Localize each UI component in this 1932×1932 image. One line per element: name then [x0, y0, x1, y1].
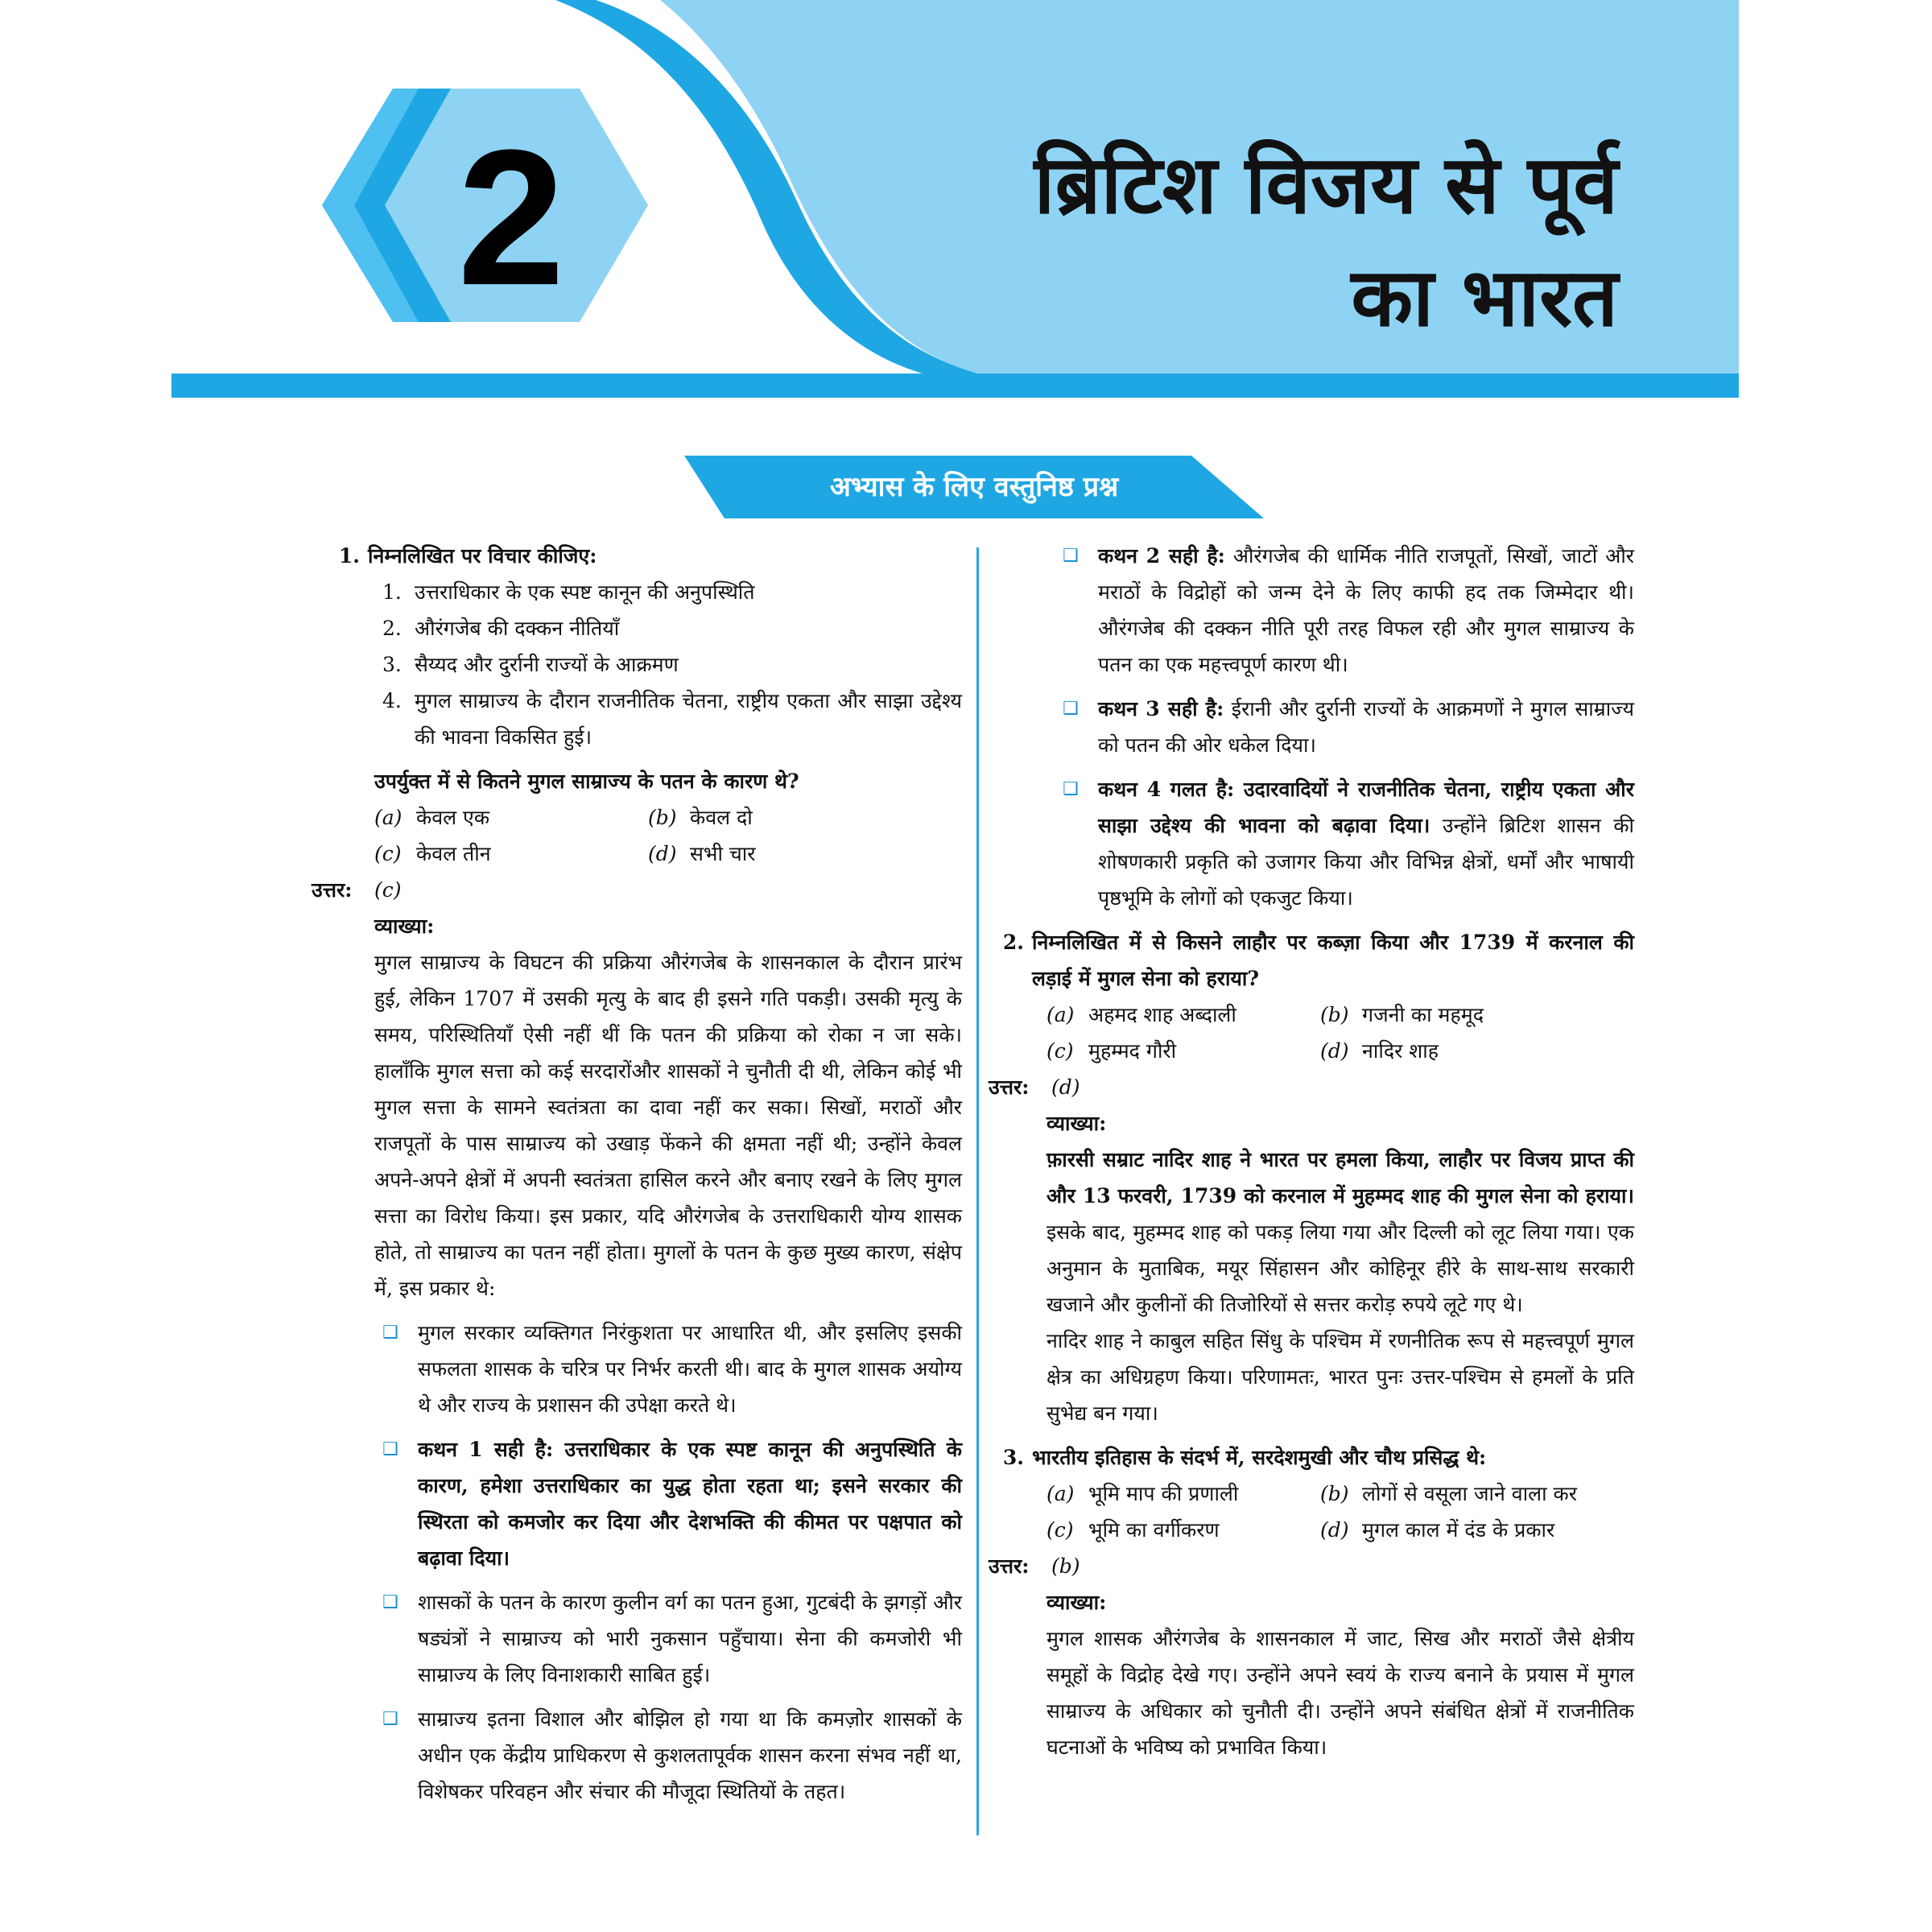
chapter-header-graphic — [0, 0, 1932, 419]
question-text: भारतीय इतिहास के संदर्भ में, सरदेशमुखी और चौथ प्रसिद्ध थे: — [1032, 1446, 1487, 1469]
bullet-item — [318, 1584, 962, 1693]
answer-label: उत्तर: — [989, 1554, 1030, 1578]
bullet-rest: ईरानी और दुर्रानी राज्यों के आक्रमणों ने मुगल साम्राज्य को पतन की ओर धकेल दिया। — [1098, 697, 1634, 757]
bullet-bold-lead: कथन 2 सही है: — [1098, 544, 1225, 568]
option-label: (d) — [648, 842, 677, 865]
options-grid — [318, 799, 962, 872]
question-ask: उपर्युक्त में से कितने मुगल साम्राज्य के पतन के कारण थे? — [374, 770, 799, 793]
question-text: निम्नलिखित पर विचार कीजिए: — [368, 544, 597, 568]
right-column — [989, 538, 1634, 1765]
explanation-rest: इसके बाद, मुहम्मद शाह को पकड़ लिया गया और दिल्ली को लूट लिया गया। एक अनुमान के मुताबिक, मयूर सिंहासन और कोहिनूर हीरे के साथ-साथ सरकारी खजाने और कुलीनों की तिजोरियों से सत्तर करोड़ रुपये लूटे गए थे। — [1046, 1220, 1634, 1316]
option-label: (d) — [1320, 1518, 1349, 1542]
answer-value: (c) — [374, 878, 402, 902]
checkbox-square-icon: ❑ — [382, 1592, 398, 1612]
explanation-label: व्याख्या: — [1046, 1112, 1107, 1135]
column-divider — [976, 547, 979, 1835]
answer-label: उत्तर: — [989, 1075, 1030, 1099]
option-label: (a) — [1046, 1003, 1075, 1026]
question-number: 1. — [338, 544, 360, 568]
chapter-number: 2 — [457, 109, 565, 325]
bullet-bold-lead: कथन 4 गलत है: उदारवादियों ने राजनीतिक चेतना, राष्ट्रीय एकता और साझा उद्देश्य की भावना को बढ़ावा दिया। — [1098, 778, 1634, 837]
option-label: (c) — [374, 842, 402, 865]
answer-value: (b) — [1051, 1554, 1080, 1578]
bullet-item — [318, 1701, 962, 1810]
option-label: (a) — [374, 806, 402, 829]
option-label: (b) — [648, 806, 677, 829]
explanation-bold-lead: फ़ारसी सम्राट नादिर शाह ने भारत पर हमला किया, लाहौर पर विजय प्राप्त की और 13 फरवरी, 1739 को करनाल में मुहम्मद शाह की मुगल सेना को हराया। — [1046, 1148, 1634, 1208]
question-number: 2. — [1002, 931, 1024, 954]
statement-number: 1. — [382, 580, 402, 604]
bullet-text — [1098, 538, 1634, 683]
option-label: (c) — [1046, 1518, 1074, 1542]
bullet-rest: उन्होंने ब्रिटिश शासन की शोषणकारी प्रकृति को उजागर किया और विभिन्न क्षेत्रों, धर्मों और भाषायी पृष्ठभूमि के लोगों को एकजुट किया। — [1098, 814, 1634, 910]
option-text: मुगल काल में दंड के प्रकार — [1362, 1518, 1555, 1542]
bullet-text-bold: कथन 1 सही है: उत्तराधिकार के एक स्पष्ट कानून की अनुपस्थिति के कारण, हमेशा उत्तराधिकार का युद्ध होता रहता था; इसने सरकार की स्थिरता को कमजोर कर दिया और देशभक्ति की कीमत पर पक्षपात को बढ़ावा दिया। — [418, 1438, 962, 1570]
chapter-title-line2: का भारत — [1351, 250, 1618, 345]
bullet-text: शासकों के पतन के कारण कुलीन वर्ग का पतन हुआ, गुटबंदी के झगड़ों और षड्यंत्रों ने साम्राज्य को भारी नुकसान पहुँचाया। सेना की कमजोरी भी साम्राज्य के लिए विनाशकारी साबित हुई। — [418, 1591, 962, 1686]
statement-item — [318, 574, 962, 610]
statement-text: मुगल साम्राज्य के दौरान राजनीतिक चेतना, राष्ट्रीय एकता और साझा उद्देश्य की भावना विकसित हुई। — [415, 689, 962, 749]
answer-row — [312, 872, 962, 908]
explanation-label: व्याख्या: — [1046, 1591, 1107, 1614]
answer-row — [989, 1069, 1634, 1105]
explanation-text — [998, 1141, 1634, 1323]
statement-text: सैय्यद और दुर्रानी राज्यों के आक्रमण — [415, 653, 679, 676]
option-text: भूमि का वर्गीकरण — [1088, 1518, 1220, 1542]
option-c — [1046, 1033, 1320, 1069]
section-title: अभ्यास के लिए वस्तुनिष्ठ प्रश्न — [829, 471, 1119, 503]
bullet-text — [1098, 771, 1634, 916]
option-c — [374, 836, 648, 872]
explanation-label: व्याख्या: — [374, 914, 435, 938]
option-text: गजनी का महमूद — [1362, 1003, 1484, 1026]
option-text: अहमद शाह अब्दाली — [1088, 1003, 1236, 1026]
header-bottom-bar — [171, 374, 1739, 398]
question-2 — [982, 924, 1634, 997]
checkbox-square-icon: ❑ — [382, 1439, 398, 1459]
options-grid — [998, 997, 1634, 1069]
statement-item — [318, 646, 962, 683]
option-text: केवल दो — [690, 806, 753, 829]
explanation-text: मुगल साम्राज्य के विघटन की प्रक्रिया औरंगजेब के शासनकाल के दौरान प्रारंभ हुई, लेकिन 1707 में उसकी मृत्यु के बाद ही इसने गति पकड़ी। उसकी मृत्यु के समय, परिस्थितियाँ ऐसी नहीं थीं कि पतन की प्रक्रिया को रोका न जा सके। हालाँकि मुगल सत्ता को कई सरदारोंऔर शासकों ने चुनौती दी थी, लेकिन कोई भी मुगल सत्ता के सामने स्वतंत्रता का दावा नहीं कर सका। सिखों, मराठों और राजपूतों के पास साम्राज्य को उखाड़ फेंकने की क्षमता नहीं थी; उन्होंने केवल अपने-अपने क्षेत्रों में अपनी स्वतंत्रता हासिल करने और बनाए रखने के लिए मुगल सत्ता का विरोध किया। इस प्रकार, यदि औरंगजेब के उत्तराधिकारी योग्य शासक होते, तो साम्राज्य का पतन नहीं होता। मुगलों के पतन के कुछ मुख्य कारण, संक्षेप में, इस प्रकार थे: — [374, 951, 962, 1300]
option-d — [1320, 1033, 1594, 1069]
bullet-text: मुगल सरकार व्यक्तिगत निरंकुशता पर आधारित थी, और इसलिए इसकी सफलता शासक के चरित्र पर निर्भर करती थी। बाद के मुगल शासक अयोग्य थे और राज्य के प्रशासन की उपेक्षा करते थे। — [418, 1321, 962, 1417]
checkbox-square-icon: ❑ — [1063, 546, 1079, 566]
left-column — [312, 538, 962, 1810]
option-label: (a) — [1046, 1482, 1075, 1505]
bullet-text — [1098, 691, 1634, 763]
option-text: सभी चार — [690, 842, 756, 865]
statement-text: उत्तराधिकार के एक स्पष्ट कानून की अनुपस्थिति — [415, 580, 755, 604]
option-a — [374, 799, 648, 836]
question-1 — [318, 538, 962, 574]
bullet-item — [318, 1431, 962, 1576]
answer-row — [989, 1548, 1634, 1584]
option-d — [648, 836, 922, 872]
answer-value: (d) — [1051, 1075, 1080, 1099]
chapter-title-line1: ब्रिटिश विजय से पूर्व — [1034, 138, 1618, 232]
option-b — [1320, 1476, 1594, 1512]
explanation-text: मुगल शासक औरंगजेब के शासनकाल में जाट, सिख और मराठों जैसे क्षेत्रीय समूहों के विद्रोह देखे गए। उन्होंने अपने स्वयं के राज्य बनाने के प्रयास में मुगल साम्राज्य के अधिकार को चुनौती दी। उन्होंने अपने संबंधित क्षेत्रों में राजनीतिक घटनाओं के भविष्य को प्रभावित किया। — [1046, 1627, 1634, 1759]
bullet-bold-lead: कथन 3 सही है: — [1098, 697, 1224, 720]
checkbox-square-icon: ❑ — [1063, 779, 1079, 799]
bullet-item — [998, 771, 1634, 916]
option-label: (b) — [1320, 1482, 1349, 1505]
option-text: लोगों से वसूला जाने वाला कर — [1362, 1482, 1577, 1505]
statement-number: 2. — [382, 617, 402, 640]
chapter-title — [1034, 129, 1618, 354]
bullet-item — [998, 691, 1634, 763]
statement-text: औरंगजेब की दक्कन नीतियाँ — [415, 617, 620, 640]
option-label: (c) — [1046, 1039, 1074, 1063]
bullet-item — [318, 1315, 962, 1423]
option-c — [1046, 1512, 1320, 1548]
checkbox-square-icon: ❑ — [382, 1709, 398, 1729]
question-3 — [982, 1439, 1634, 1476]
question-text: निम्नलिखित में से किसने लाहौर पर कब्ज़ा किया और 1739 में करनाल की लड़ाई में मुगल सेना को हराया? — [1032, 931, 1634, 990]
bullet-rest: औरंगजेब की धार्मिक नीति राजपूतों, सिखों, जाटों और मराठों के विद्रोहों को जन्म देने के लिए काफी हद तक जिम्मेदार थी। औरंगजेब की दक्कन नीति पूरी तरह विफल रही और मुगल साम्राज्य के पतन का एक महत्त्वपूर्ण कारण थी। — [1098, 544, 1634, 676]
option-label: (d) — [1320, 1039, 1349, 1063]
option-text: केवल तीन — [416, 842, 491, 865]
checkbox-square-icon: ❑ — [382, 1323, 398, 1343]
question-number: 3. — [1002, 1446, 1024, 1469]
bullet-text: साम्राज्य इतना विशाल और बोझिल हो गया था कि कमज़ोर शासकों के अधीन एक केंद्रीय प्राधिकरण से कुशलतापूर्वक शासन करना संभव नहीं था, विशेषकर परिवहन और संचार की मौजूदा स्थितियों के तहत। — [418, 1707, 962, 1803]
statement-number: 4. — [382, 689, 402, 712]
option-d — [1320, 1512, 1594, 1548]
explanation-text-2: नादिर शाह ने काबुल सहित सिंधु के पश्चिम में रणनीतिक रूप से महत्त्वपूर्ण मुगल क्षेत्र का अधिग्रहण किया। परिणामतः, भारत पुनः उत्तर-पश्चिम से हमलों के प्रति सुभेद्य बन गया। — [1046, 1329, 1634, 1425]
statement-number: 3. — [382, 653, 402, 676]
answer-label: उत्तर: — [312, 878, 353, 902]
option-a — [1046, 1476, 1320, 1512]
option-label: (b) — [1320, 1003, 1349, 1026]
statement-item — [318, 683, 962, 755]
checkbox-square-icon: ❑ — [1063, 699, 1079, 719]
option-text: केवल एक — [416, 806, 490, 829]
options-grid — [998, 1476, 1634, 1548]
option-text: भूमि माप की प्रणाली — [1088, 1482, 1239, 1505]
bullet-item — [998, 538, 1634, 683]
option-text: मुहम्मद गौरी — [1088, 1039, 1177, 1063]
option-a — [1046, 997, 1320, 1033]
statement-item — [318, 610, 962, 646]
option-b — [648, 799, 922, 836]
option-text: नादिर शाह — [1362, 1039, 1439, 1063]
option-b — [1320, 997, 1594, 1033]
